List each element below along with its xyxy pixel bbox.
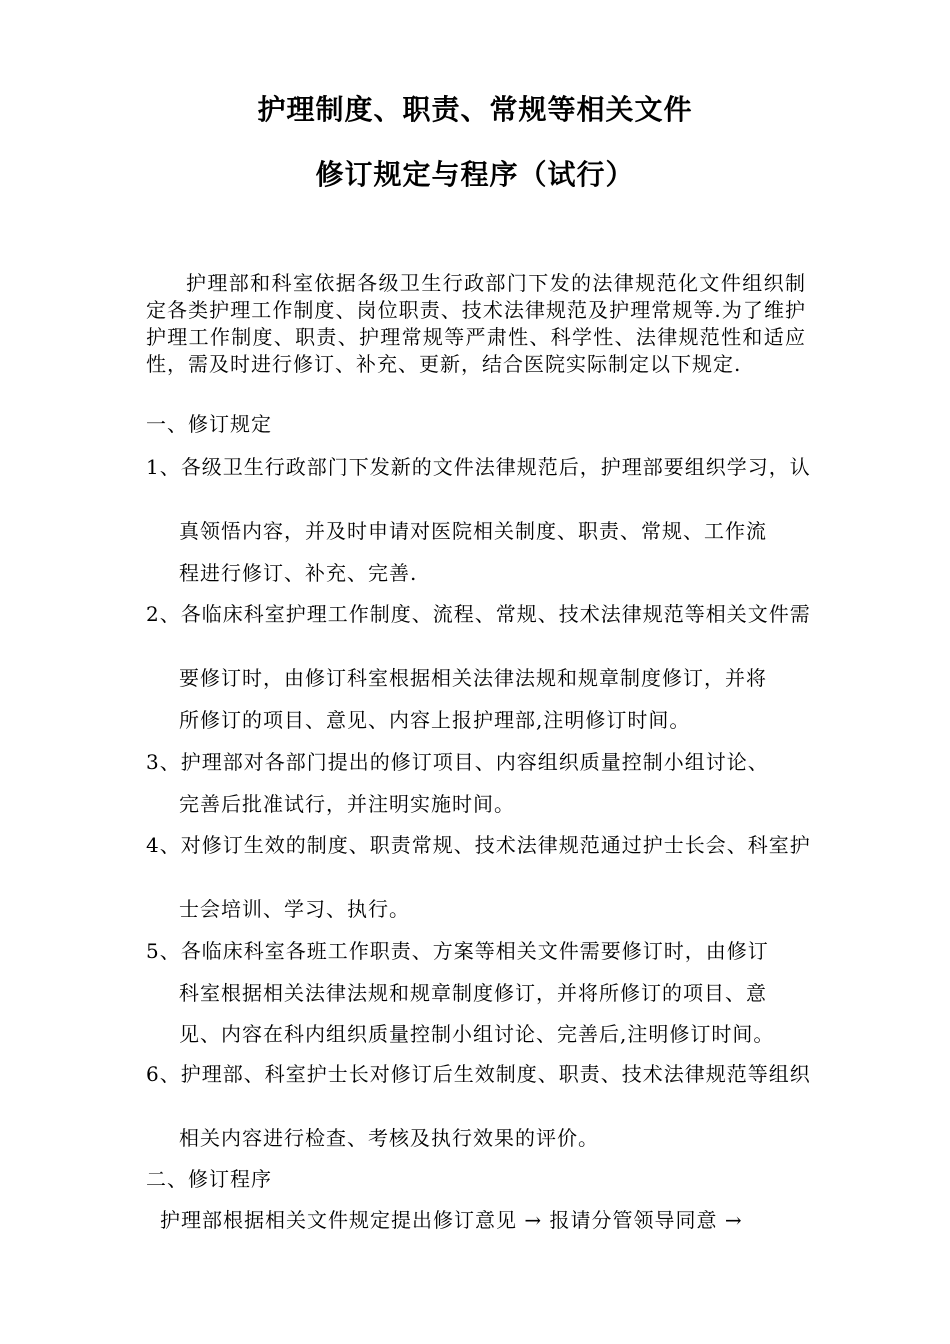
item-1-continuation-1: 真领悟内容，并及时申请对医院相关制度、职责、常规、工作流	[179, 519, 767, 543]
item-2-continuation-1: 要修订时，由修订科室根据相关法律法规和规章制度修订，并将	[179, 666, 767, 690]
document-title-line-2: 修订规定与程序（试行）	[315, 158, 635, 191]
item-2-continuation-2: 所修订的项目、意见、内容上报护理部,注明修订时间。	[179, 708, 691, 732]
item-5-continuation-1: 科室根据相关法律法规和规章制度修订，并将所修订的项目、意	[179, 981, 767, 1005]
item-4-first-line: 4、对修订生效的制度、职责常规、技术法律规范通过护士长会、科室护	[146, 833, 811, 857]
item-3-first-line: 3、护理部对各部门提出的修订项目、内容组织质量控制小组讨论、	[146, 750, 769, 774]
item-1-continuation-2: 程进行修订、补充、完善.	[179, 561, 418, 585]
document-title-line-1: 护理制度、职责、常规等相关文件	[257, 93, 693, 126]
section-2-heading: 二、修订程序	[146, 1167, 272, 1191]
item-6-first-line: 6、护理部、科室护士长对修订后生效制度、职责、技术法律规范等组织	[146, 1062, 811, 1086]
item-2-first-line: 2、各临床科室护理工作制度、流程、常规、技术法律规范等相关文件需	[146, 602, 811, 626]
item-5-continuation-2: 见、内容在科内组织质量控制小组讨论、完善后,注明修订时间。	[179, 1022, 775, 1046]
item-6-continuation-1: 相关内容进行检查、考核及执行效果的评价。	[179, 1126, 599, 1150]
item-3-continuation-1: 完善后批准试行，并注明实施时间。	[179, 792, 515, 816]
item-5-first-line: 5、各临床科室各班工作职责、方案等相关文件需要修订时，由修订	[146, 939, 769, 963]
procedure-flow-line: 护理部根据相关文件规定提出修订意见 → 报请分管领导同意 →	[160, 1208, 743, 1232]
intro-paragraph: 护理部和科室依据各级卫生行政部门下发的法律规范化文件组织制定各类护理工作制度、岗位职责、技术法律规范及护理常规等.为了维护护理工作制度、职责、护理常规等严肃性、科学性、法律规范性和适应性，需及时进行修订、补充、更新，结合医院实际制定以下规定.	[146, 271, 806, 376]
section-1-heading: 一、修订规定	[146, 412, 272, 436]
item-1-first-line: 1、各级卫生行政部门下发新的文件法律规范后，护理部要组织学习，认	[146, 455, 811, 479]
item-4-continuation-1: 士会培训、学习、执行。	[179, 897, 410, 921]
